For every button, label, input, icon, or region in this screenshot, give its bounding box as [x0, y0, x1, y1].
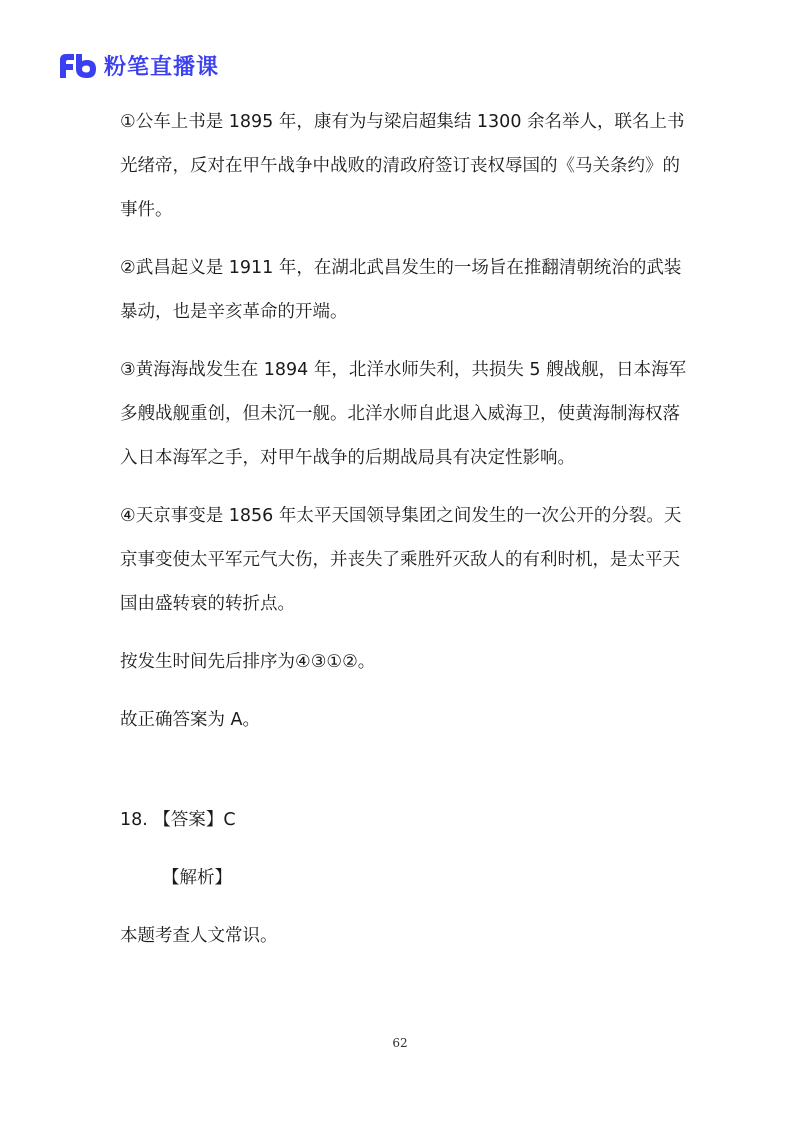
analysis-label: 【解析】	[162, 868, 232, 888]
paragraph-3: ③黄海海战发生在 1894 年，北洋水师失利，共损失 5 艘战舰，日本海军多艘战舰重创，但未沉一舰。北洋水师自此退入威海卫，使黄海制海权落入日本海军之手，对甲午战争的后期战局具有决定性影响。	[120, 360, 687, 468]
paragraph-4: ④天京事变是 1856 年太平天国领导集团之间发生的一次公开的分裂。天京事变使太平军元气大伤，并丧失了乘胜歼灭敌人的有利时机，是太平天国由盛转衰的转折点。	[120, 506, 682, 614]
correct-answer: 故正确答案为 A。	[120, 710, 261, 730]
page-header	[58, 50, 219, 81]
fb-logo-icon	[58, 52, 98, 80]
paragraph-1: ①公车上书是 1895 年，康有为与梁启超集结 1300 余名举人，联名上书光绪帝，反对在甲午战争中战败的清政府签订丧权辱国的《马关条约》的事件。	[120, 112, 685, 220]
page-number: 62	[392, 1036, 408, 1050]
order-summary: 按发生时间先后排序为④③①②。	[120, 652, 376, 672]
paragraph-2: ②武昌起义是 1911 年，在湖北武昌发生的一场旨在推翻清朝统治的武装暴动，也是辛亥革命的开端。	[120, 258, 682, 322]
analysis-body: 本题考查人文常识。	[120, 926, 278, 946]
question-18-answer: 18. 【答案】C	[120, 810, 236, 830]
brand-name: 粉笔直播课	[104, 55, 220, 80]
document-body	[120, 100, 690, 972]
